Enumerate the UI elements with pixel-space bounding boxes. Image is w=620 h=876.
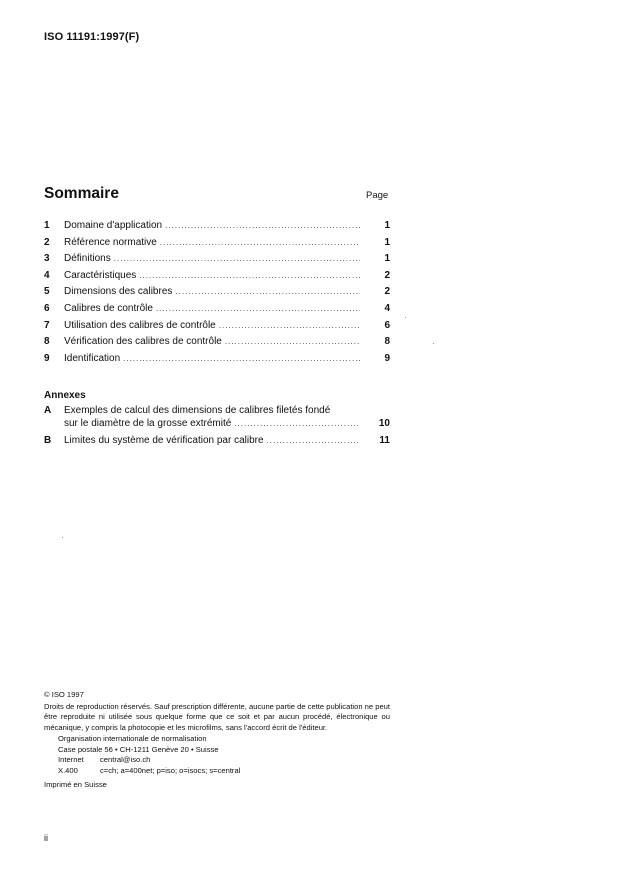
toc-entry-page: 6 [384,319,390,331]
toc-entry-number: 7 [44,319,50,331]
toc-entry[interactable] [44,320,390,337]
annex-entry[interactable] [44,405,390,433]
toc-entry-number: 3 [44,253,50,265]
toc-entry-label: Utilisation des calibres de contrôle [64,319,216,331]
table-of-contents [44,220,390,369]
rights-statement: Droits de reproduction réservés. Sauf prescription différente, aucune partie de cette publication ne peut être reproduite ni utilisée sous quelque forme que ce soit et par aucun procédé, électronique ou mécanique, y compris la photocopie et les microfilms, sans l'accord écrit de l'éditeur. [44,701,391,732]
toc-entry[interactable] [44,353,390,370]
internet-value[interactable]: central@iso.ch [100,755,151,764]
postal-address: Case postale 56 • CH-1211 Genève 20 • Suisse [58,744,219,754]
toc-entry-page: 1 [384,236,390,248]
toc-entry-number: 6 [44,302,50,314]
scan-speck [62,537,63,538]
dot-leader [139,271,360,280]
toc-entry-label: Identification [64,352,121,364]
printed-in: Imprimé en Suisse [44,780,107,789]
toc-entry-page: 1 [384,220,390,231]
scan-speck [405,317,406,318]
annex-page: 11 [379,435,390,446]
organisation-name: Organisation internationale de normalisation [58,734,207,743]
toc-entry-label: Définitions [64,253,111,265]
dot-leader [165,221,360,230]
toc-entry[interactable] [44,253,390,270]
toc-entry-number: 2 [44,236,50,248]
page-number: ii [44,833,48,843]
internet-key: Internet [58,755,84,764]
dot-leader [234,419,360,428]
copyright-line: © ISO 1997 [44,690,84,699]
toc-entry-label: Dimensions des calibres [64,286,173,298]
toc-entry-page: 8 [384,336,390,348]
x400-value: c=ch; a=400net; p=iso; o=isocs; s=central [100,765,241,775]
toc-entry-number: 9 [44,352,50,364]
annex-page: 10 [378,418,390,429]
toc-entry-number: 1 [44,220,50,231]
toc-entry-page: 2 [384,286,390,298]
toc-entry-page: 2 [384,269,390,281]
annex-label: Limites du système de vérification par calibre [64,435,264,446]
dot-leader [160,238,360,247]
toc-entry-label: Caractéristiques [64,269,137,281]
toc-entry[interactable] [44,237,390,254]
dot-leader [123,354,360,363]
internet-contact [58,755,390,766]
annex-entry[interactable] [44,435,390,451]
toc-entry-number: 5 [44,286,50,298]
toc-entry-label: Domaine d'application [64,220,163,231]
toc-entry-page: 4 [384,302,390,314]
toc-entry[interactable] [44,286,390,303]
dot-leader [225,337,360,346]
x400-contact [58,766,390,777]
toc-entry-page: 1 [384,253,390,265]
toc-title: Sommaire [44,185,119,202]
annex-letter: A [44,405,52,416]
toc-entry-page: 9 [384,352,390,364]
dot-leader [175,287,360,296]
annex-letter: B [44,435,52,446]
dot-leader [114,254,360,263]
annex-label: Exemples de calcul des dimensions de calibres filetés fondé [64,405,331,416]
toc-entry[interactable] [44,303,390,320]
dot-leader [156,304,360,313]
document-id: ISO 11191:1997(F) [44,31,140,43]
page-column-heading: Page [366,190,389,201]
toc-entry[interactable] [44,336,390,353]
dot-leader [267,436,360,445]
toc-entry[interactable] [44,270,390,287]
toc-entry[interactable] [44,220,390,237]
toc-entry-number: 4 [44,269,50,281]
x400-key: X.400 [58,765,78,775]
toc-entry-label: Vérification des calibres de contrôle [64,336,222,348]
annex-label-continued: sur le diamètre de la grosse extrémité [64,418,232,429]
dot-leader [219,321,360,330]
copyright-notice [44,690,390,791]
scan-speck [433,343,434,344]
toc-entry-number: 8 [44,336,50,348]
annexes-heading: Annexes [44,390,86,401]
toc-entry-label: Calibres de contrôle [64,302,153,314]
toc-entry-label: Référence normative [64,236,157,248]
